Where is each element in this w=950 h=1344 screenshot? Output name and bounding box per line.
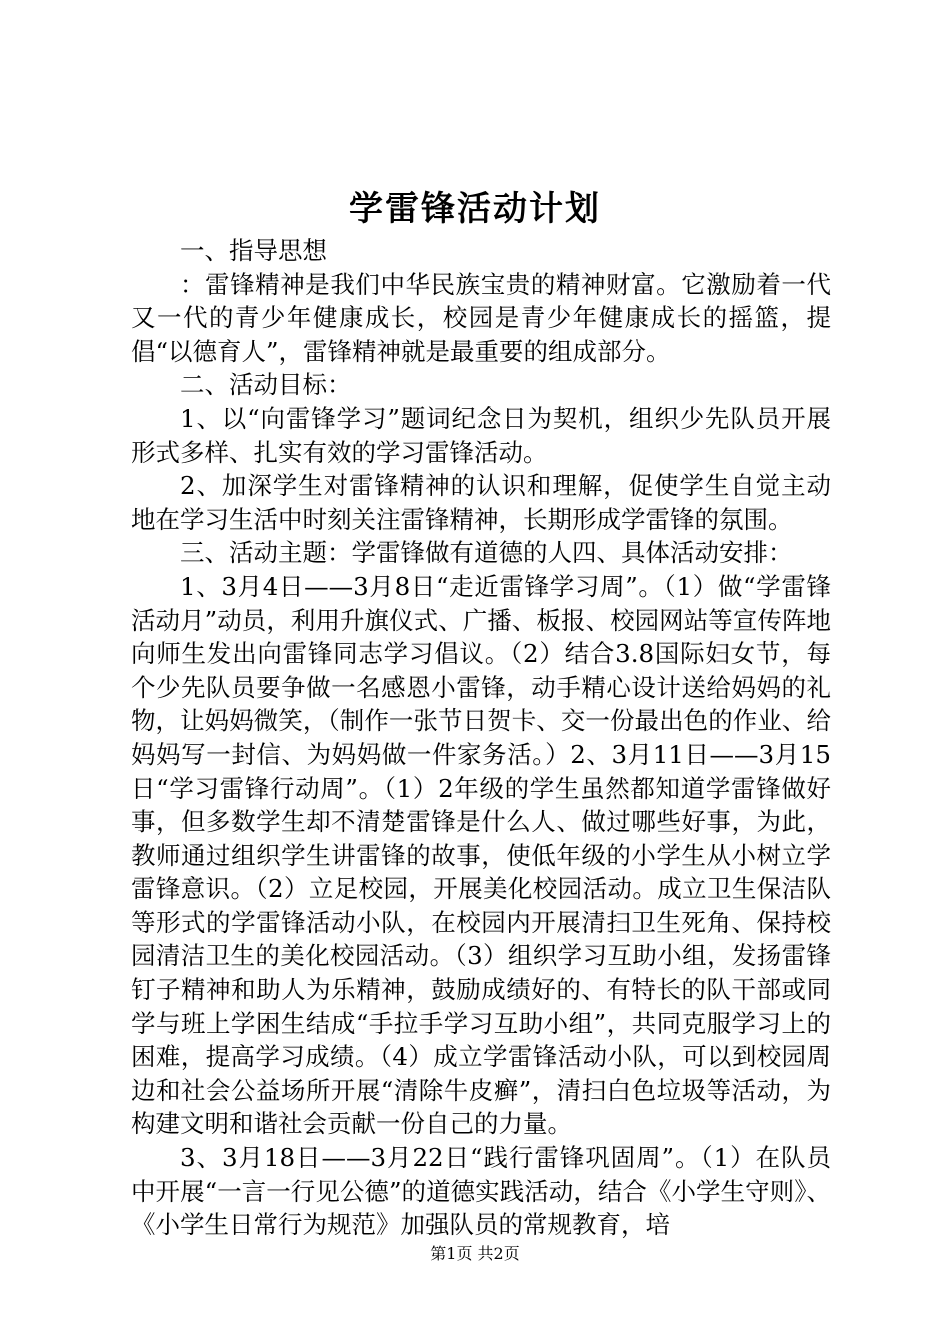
paragraph-guiding-thought: ：雷锋精神是我们中华民族宝贵的精神财富。它激励着一代又一代的青少年健康成长，校园是青少年健康成长的摇篮，提倡“以德育人”，雷锋精神就是最重要的组成部分。 — [131, 269, 831, 366]
paragraph-activity-weeks-1-2: 1、3月4日——3月8日“走近雷锋学习周”。（1）做“学雷锋活动月”动员，利用升旗仪式、广播、板报、校园网站等宣传阵地向师生发出向雷锋同志学习倡议。（2）结合3.8国际妇女节，每个少先队员要争做一名感恩小雷锋，动手精心设计送给妈妈的礼物，让妈妈微笑，（制作一张节日贺卡、交一份最出色的作业、给妈妈写一封信、为妈妈做一件家务活。）2、3月11日——3月15日“学习雷锋行动周”。（1）2年级的学生虽然都知道学雷锋做好事，但多数学生却不清楚雷锋是什么人、做过哪些好事，为此，教师通过组织学生讲雷锋的故事，使低年级的小学生从小树立学雷锋意识。（2）立足校园，开展美化校园活动。成立卫生保洁队等形式的学雷锋活动小队，在校园内开展清扫卫生死角、保持校园清洁卫生的美化校园活动。（3）组织学习互助小组，发扬雷锋钉子精神和助人为乐精神，鼓励成绩好的、有特长的队干部或同学与班上学困生结成“手拉手学习互助小组”，共同克服学习上的困难，提高学习成绩。（4）成立学雷锋活动小队，可以到校园周边和社会公益场所开展“清除牛皮癣”，清扫白色垃圾等活动，为构建文明和谐社会贡献一份自己的力量。 — [131, 571, 831, 1139]
document-title: 学雷锋活动计划 — [349, 189, 601, 229]
page-number-footer: 第1页 共2页 — [430, 1244, 520, 1263]
paragraph-goal-1: 1、以“向雷锋学习”题词纪念日为契机，组织少先队员开展形式多样、扎实有效的学习雷锋活动。 — [131, 403, 831, 467]
section-heading-theme-and-arrangement: 三、活动主题：学雷锋做有道德的人四、具体活动安排： — [180, 538, 793, 568]
section-heading-goals: 二、活动目标： — [180, 370, 352, 400]
paragraph-goal-2: 2、加深学生对雷锋精神的认识和理解，促使学生自觉主动地在学习生活中时刻关注雷锋精神，长期形成学雷锋的氛围。 — [131, 471, 831, 534]
section-heading-guiding-thought: 一、指导思想 — [180, 236, 327, 265]
document-body — [131, 234, 831, 1242]
paragraph-activity-week-3: 3、3月18日——3月22日“践行雷锋巩固周”。（1）在队员中开展“一言一行见公德”的道德实践活动，结合《小学生守则》、《小学生日常行为规范》加强队员的常规教育，培 — [131, 1143, 831, 1240]
